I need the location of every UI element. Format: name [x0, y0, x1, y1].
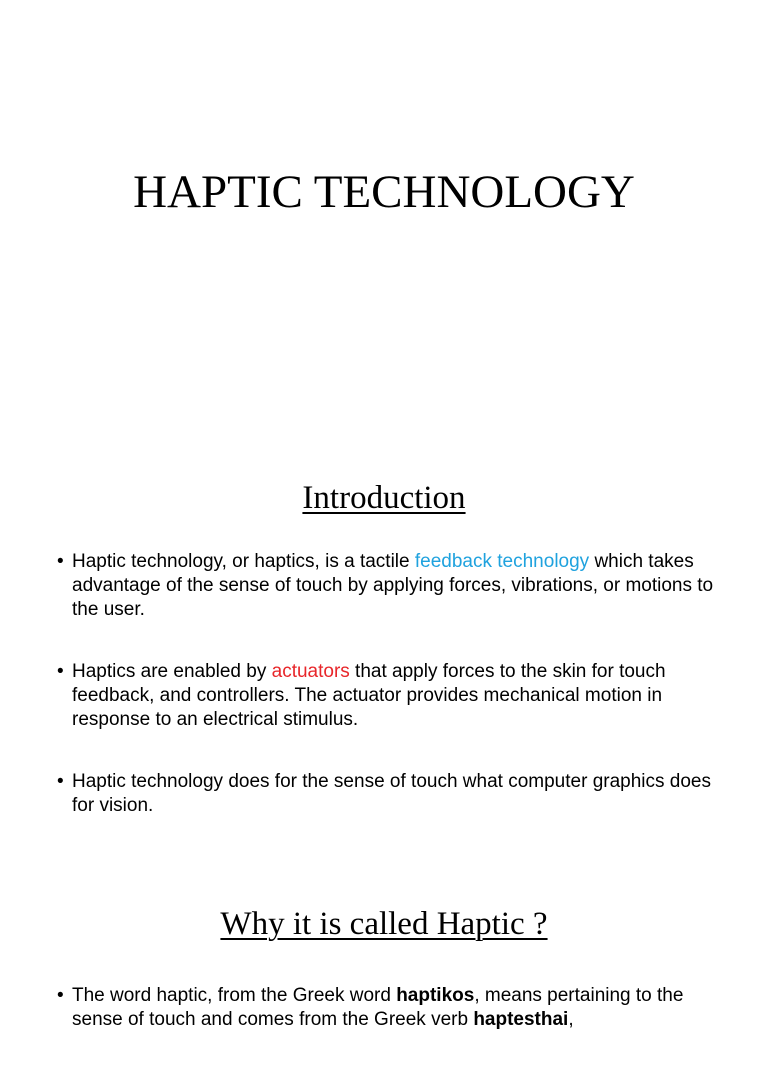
bullet-text: ,: [568, 1009, 574, 1030]
bullet-dot: •: [57, 985, 64, 1006]
feedback-technology-link[interactable]: feedback technology: [414, 551, 590, 572]
bullet-dot: •: [57, 661, 64, 682]
title-slide: [0, 0, 768, 430]
bullet-etymology: [0, 984, 768, 1032]
bullet-text: Haptic technology does for the sense of touch what computer graphics does for vision.: [72, 771, 711, 816]
why-haptic-heading: Why it is called Haptic ?: [220, 906, 548, 942]
bullet-text: which takes advantage of the sense of touch by applying forces, vibrations, or motions to the user.: [72, 551, 714, 620]
introduction-bullet-list: [0, 550, 768, 856]
introduction-heading: Introduction: [302, 480, 466, 516]
bullet-text: that apply forces to the skin for touch feedback, and controllers. The actuator provides mechanical motion in response to an electrical stimulus.: [72, 661, 666, 730]
bullet-definition: [0, 550, 768, 622]
bullet-dot: •: [57, 551, 64, 572]
bullet-text: Haptic technology, or haptics, is a tactile: [72, 551, 415, 572]
bullet-text: Haptics are enabled by: [72, 661, 272, 682]
greek-verb-haptesthai: haptesthai: [473, 1009, 569, 1030]
slide-title: HAPTIC TECHNOLOGY: [133, 166, 635, 218]
bullet-comparison: [0, 770, 768, 818]
bullet-dot: •: [57, 771, 64, 792]
greek-word-haptikos: haptikos: [396, 985, 475, 1006]
bullet-text: The word haptic, from the Greek word: [72, 985, 397, 1006]
bullet-actuators: [0, 660, 768, 732]
bullet-text: , means pertaining to the sense of touch and comes from the Greek verb: [72, 985, 684, 1030]
actuators-highlight: actuators: [271, 661, 350, 682]
introduction-slide: [0, 430, 768, 1030]
why-haptic-bullet-list: [0, 984, 768, 1070]
